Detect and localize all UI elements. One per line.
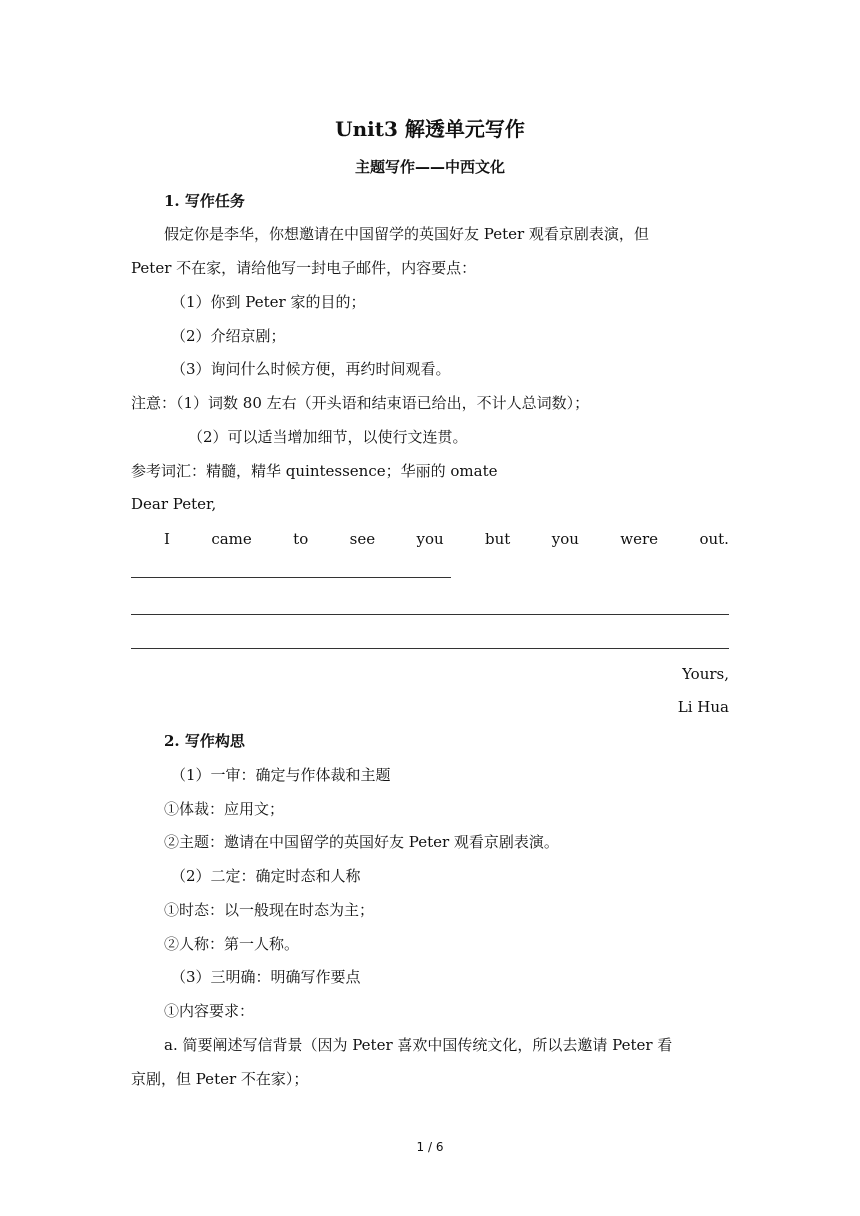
plan-item-a-line: 京剧，但 Peter 不在家）； bbox=[131, 1070, 309, 1088]
plan-line: ①时态：以一般现在时态为主； bbox=[164, 901, 375, 919]
word: you bbox=[551, 530, 579, 548]
task-paragraph-line: Peter 不在家，请给他写一封电子邮件，内容要点： bbox=[131, 259, 477, 277]
letter-first-sentence bbox=[164, 529, 729, 549]
plan-item-a-line: a. 简要阐述写信背景（因为 Peter 喜欢中国传统文化，所以去邀请 Peter 看 bbox=[164, 1036, 673, 1054]
plan-line: ②主题：邀请在中国留学的英国好友 Peter 观看京剧表演。 bbox=[164, 833, 559, 851]
page-number: 1 / 6 bbox=[416, 1140, 444, 1154]
task-point: （3）询问什么时候方便，再约时间观看。 bbox=[171, 360, 451, 378]
plan-line: （3）三明确：明确写作要点 bbox=[171, 968, 361, 986]
plan-line: ①体裁：应用文； bbox=[164, 800, 285, 818]
note-line: 注意：（1）词数 80 左右（开头语和结束语已给出，不计人总词数）； bbox=[131, 394, 590, 412]
word: you bbox=[416, 530, 444, 548]
answer-blank-line bbox=[131, 614, 729, 615]
task-point: （2）介绍京剧； bbox=[171, 327, 286, 345]
word: came bbox=[211, 530, 252, 548]
letter-greeting: Dear Peter, bbox=[131, 495, 217, 513]
letter-signature: Li Hua bbox=[677, 698, 729, 716]
section-heading-writing-task: 1. 写作任务 bbox=[164, 192, 245, 210]
plan-line: ②人称：第一人称。 bbox=[164, 935, 300, 953]
word: to bbox=[293, 530, 309, 548]
answer-blank-line bbox=[131, 648, 729, 649]
word: see bbox=[349, 530, 376, 548]
plan-line: （1）一审：确定与作体裁和主题 bbox=[171, 766, 391, 784]
plan-line: ①内容要求： bbox=[164, 1002, 255, 1020]
note-line: （2）可以适当增加细节，以使行文连贯。 bbox=[188, 428, 468, 446]
section-heading-writing-plan: 2. 写作构思 bbox=[164, 732, 245, 750]
task-point: （1）你到 Peter 家的目的； bbox=[171, 293, 366, 311]
answer-blank-line bbox=[131, 577, 451, 578]
vocabulary-line: 参考词汇：精髓，精华 quintessence；华丽的 omate bbox=[131, 462, 498, 480]
word: out. bbox=[699, 530, 729, 548]
task-paragraph-line: 假定你是李华，你想邀请在中国留学的英国好友 Peter 观看京剧表演，但 bbox=[164, 225, 649, 243]
letter-closing: Yours, bbox=[682, 665, 729, 683]
word: but bbox=[485, 530, 511, 548]
word: I bbox=[164, 530, 170, 548]
page-title: Unit3 解透单元写作 bbox=[335, 117, 525, 141]
plan-line: （2）二定：确定时态和人称 bbox=[171, 867, 361, 885]
page-subtitle: 主题写作——中西文化 bbox=[354, 158, 505, 176]
word: were bbox=[620, 530, 659, 548]
